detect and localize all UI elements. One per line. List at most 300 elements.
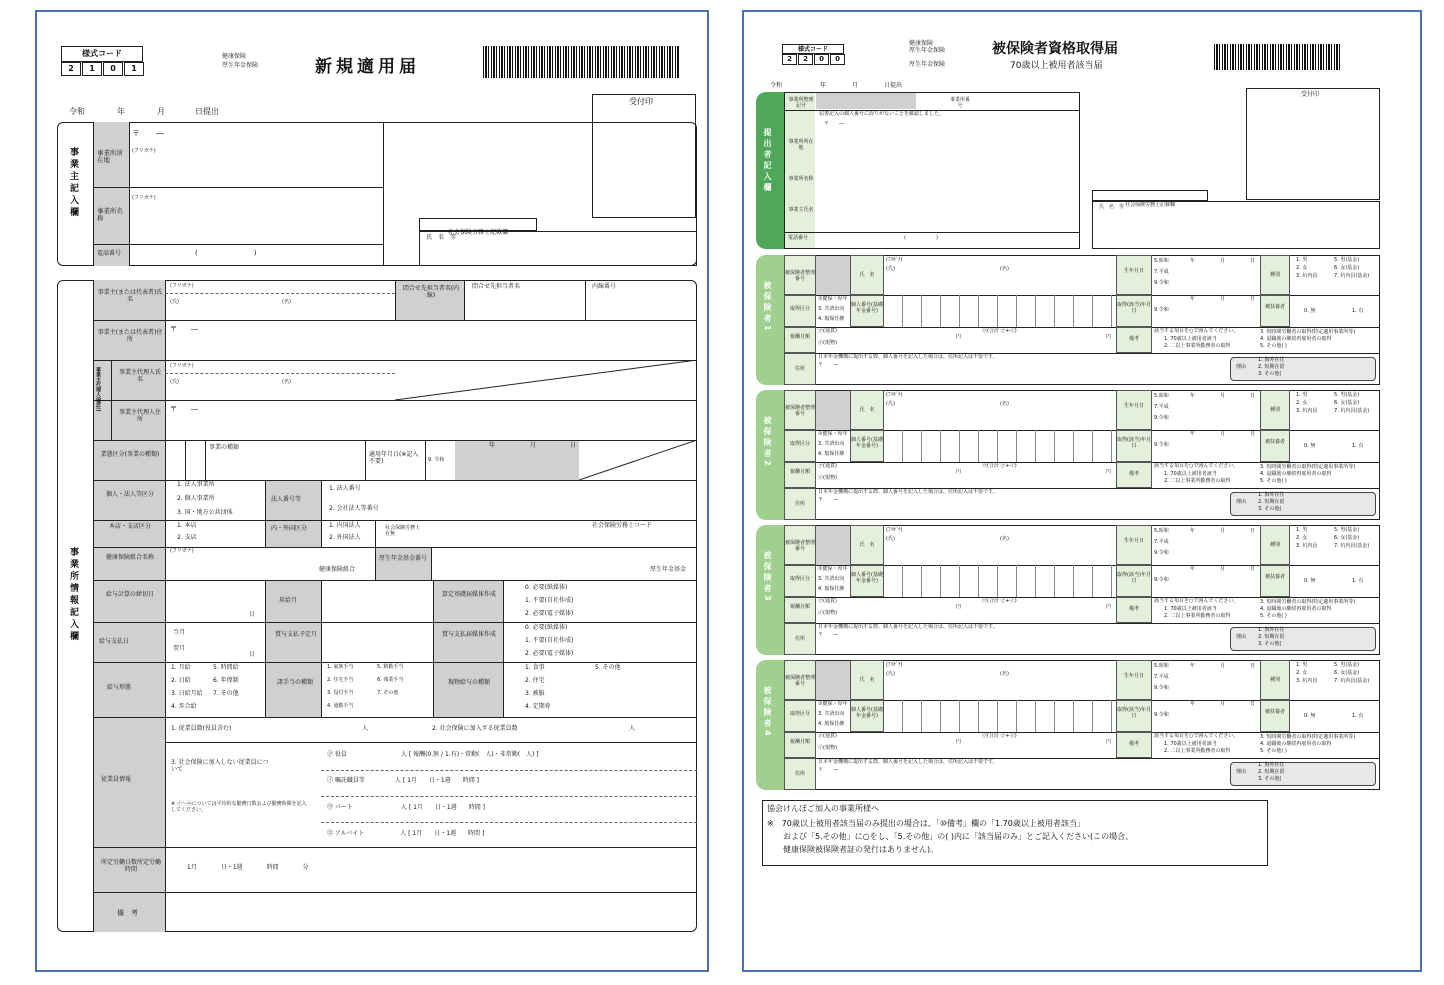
form-code-digit: 2 bbox=[798, 54, 813, 65]
in-kind-option: 3. 被服 bbox=[525, 690, 545, 697]
salary-label: 報酬月額 bbox=[784, 732, 816, 758]
acq-option: ①健保・厚年 bbox=[818, 431, 848, 437]
day-label: 日 bbox=[570, 442, 577, 449]
remarks-note: 該当する項目を○で囲んでください。 bbox=[1154, 463, 1239, 469]
insured-block bbox=[756, 660, 1380, 790]
acq-option: 3. 共済出向 bbox=[818, 441, 845, 447]
pay-form-option: 5. 時間給 bbox=[213, 664, 239, 671]
remarks-option: 1. 70歳以上被用者該当 bbox=[1164, 336, 1217, 342]
office-name-label: 事業所名称 bbox=[97, 207, 123, 223]
yen-mark: 円 bbox=[956, 334, 962, 340]
santei-media-label: 算定基礎届媒体作成 bbox=[441, 591, 496, 598]
gender-option: 1. 男 bbox=[1296, 662, 1308, 668]
gender-option: 3. 坑内員 bbox=[1296, 273, 1318, 279]
gender-option: 3. 坑内員 bbox=[1296, 678, 1318, 684]
media-option: 0. 必要(紙媒体) bbox=[525, 584, 568, 591]
insured-block-label: 被保険者1 bbox=[763, 281, 772, 334]
inquiry-label: 問合せ先担当者名(内線) bbox=[402, 285, 460, 299]
remarks-option: 4. 退職後の継続再雇用者の取得 bbox=[1260, 336, 1332, 342]
phone-label: 電話番号 bbox=[97, 250, 122, 257]
furigana-label: (フリガナ) bbox=[132, 148, 156, 154]
form-code-digit: 2 bbox=[61, 62, 81, 76]
acq-option: 3. 共済出向 bbox=[818, 711, 845, 717]
entity-option: 3. 国・地方公共団体 bbox=[177, 509, 233, 516]
submitter-section-label: 提出者記入欄 bbox=[763, 128, 772, 194]
day-mark: 日 bbox=[249, 611, 256, 618]
remarks-option: 3. 短時間労働者の取得(特定適用事業所等) bbox=[1260, 329, 1356, 335]
remarks-option: 2. 二以上事業所勤務者の取得 bbox=[1164, 478, 1231, 484]
gender-option: 3. 坑内員 bbox=[1296, 408, 1318, 414]
ins-number-label: 被保険者整理番号 bbox=[784, 390, 816, 430]
acq-option: ①健保・厚年 bbox=[818, 296, 848, 302]
year-label: 年 bbox=[489, 442, 496, 449]
given-name-label: (名) bbox=[282, 379, 291, 385]
reason-option: 3. その他( bbox=[1258, 776, 1282, 782]
dependent-label: 被扶養者 bbox=[1260, 430, 1290, 462]
month-label: 月 bbox=[1220, 296, 1226, 302]
ins-name-label: 氏 名 bbox=[850, 255, 884, 295]
acq-type-label: 取得区分 bbox=[784, 565, 816, 597]
pay-day-option: 翌月 bbox=[173, 645, 186, 652]
era-option: 5.昭和 bbox=[1154, 663, 1169, 669]
salary-option: ㋑(現物) bbox=[818, 475, 837, 481]
employee-count-label: 1. 従業員数(役員含む) bbox=[171, 725, 232, 732]
in-kind-label: 現物給与の種類 bbox=[447, 679, 490, 686]
remarks-option: 3. 短時間労働者の取得(特定適用事業所等) bbox=[1260, 734, 1356, 740]
acq-date-label: 取得(該当)年月日 bbox=[1116, 565, 1152, 597]
day-label: 日 bbox=[1250, 663, 1256, 669]
year-label: 年 bbox=[1190, 528, 1196, 534]
era-option: 5.昭和 bbox=[1154, 528, 1169, 534]
surname-label: (氏) bbox=[170, 379, 179, 385]
media-option: 0. 必要(紙媒体) bbox=[525, 624, 568, 631]
day-label: 日 bbox=[1250, 296, 1256, 302]
form-code-digit: 0 bbox=[814, 54, 829, 65]
pay-day-label: 給与支払日 bbox=[99, 638, 130, 645]
allowance-option: 7. その他 bbox=[377, 690, 399, 696]
reason-label: 理由 bbox=[1236, 364, 1247, 370]
raise-month-label: 昇給月 bbox=[279, 597, 298, 604]
given-name-label: (名) bbox=[1000, 401, 1009, 407]
branch-option: 1. 本店 bbox=[177, 522, 197, 529]
year-label: 年 bbox=[1190, 431, 1196, 437]
insured-block-label: 被保険者2 bbox=[763, 416, 772, 469]
insured-block-label: 被保険者4 bbox=[763, 686, 772, 739]
sharoushi-box[interactable] bbox=[1092, 201, 1380, 249]
allowance-option: 3. 役付手当 bbox=[327, 690, 354, 696]
birth-label: 生年月日 bbox=[1116, 255, 1152, 295]
acq-option: 3. 共済出向 bbox=[818, 576, 845, 582]
not-insured-row: ㋓ アルバイト 人 [ 1月 日・1週 時間 ] bbox=[327, 830, 485, 837]
salary-option: ㋐(通貨) bbox=[818, 733, 837, 739]
address-label: 住所 bbox=[784, 758, 816, 790]
allowance-option: 6. 残業手当 bbox=[377, 677, 404, 683]
given-name-label: (名) bbox=[282, 299, 291, 305]
acq-type-label: 取得区分 bbox=[784, 430, 816, 462]
salary-option: ㋐(通貨) bbox=[818, 328, 837, 334]
remarks-label: 備考 bbox=[1116, 462, 1152, 488]
extension-label: 内線番号 bbox=[592, 283, 617, 290]
agent-name-label: 事業主代理人氏名 bbox=[118, 369, 161, 383]
yen-mark: 円 bbox=[1106, 334, 1112, 340]
reason-option: 2. 短期在留 bbox=[1258, 634, 1285, 640]
reiwa-option: 9.令和 bbox=[1154, 307, 1169, 313]
allowance-option: 1. 家族手当 bbox=[327, 664, 354, 670]
acq-date-label: 取得(該当)年月日 bbox=[1116, 295, 1152, 327]
year-label: 年 bbox=[1190, 393, 1196, 399]
in-kind-option: 1. 食事 bbox=[525, 664, 545, 671]
gender-option: 3. 坑内員 bbox=[1296, 543, 1318, 549]
era-option: 9.令和 bbox=[1154, 280, 1169, 286]
employee-info-label: 従業員情報 bbox=[101, 776, 132, 783]
year-label: 年 bbox=[1190, 701, 1196, 707]
dependent-option: 1. 有 bbox=[1352, 308, 1364, 314]
remarks-option: 2. 二以上事業所勤務者の取得 bbox=[1164, 748, 1231, 754]
gender-label: 種別 bbox=[1260, 525, 1290, 565]
reason-label: 理由 bbox=[1236, 769, 1247, 775]
month-label: 月 bbox=[1220, 663, 1226, 669]
postal-mark: 〒 ― bbox=[170, 405, 198, 413]
corp-option: 2. 会社法人等番号 bbox=[329, 505, 379, 512]
pay-day-option: 当月 bbox=[173, 629, 186, 636]
pay-form-option: 7. その他 bbox=[213, 690, 239, 697]
notice-box bbox=[762, 800, 1268, 866]
salary-label: 報酬月額 bbox=[784, 597, 816, 623]
month-label: 月 bbox=[1220, 528, 1226, 534]
insured-count-label: 2. 社会保険に加入する従業員数 bbox=[432, 725, 518, 732]
domestic-option: 1. 内国法人 bbox=[329, 522, 361, 529]
postal-mark: 〒 ― bbox=[818, 767, 839, 773]
work-hours-text: 1月 日・1週 時間 分 bbox=[187, 864, 309, 871]
entity-option: 2. 個人事業所 bbox=[177, 495, 215, 502]
shikaku-shutoku-form bbox=[742, 10, 1422, 972]
reason-option: 1. 海外在住 bbox=[1258, 357, 1285, 363]
remarks-note: 該当する項目を○で囲んでください。 bbox=[1154, 733, 1239, 739]
birth-label: 生年月日 bbox=[1116, 525, 1152, 565]
branch-option: 2. 支店 bbox=[177, 534, 197, 541]
sharoushi-box[interactable] bbox=[419, 231, 697, 266]
office-address-label: 事業所所在地 bbox=[97, 149, 123, 165]
acq-type-label: 取得区分 bbox=[784, 700, 816, 732]
sharoushi-code-label: 社会保険労務士コード bbox=[592, 522, 653, 529]
remarks-option: 1. 70歳以上被用者該当 bbox=[1164, 471, 1217, 477]
furigana-label: (フリガナ) bbox=[170, 548, 194, 554]
acq-date-label: 取得(該当)年月日 bbox=[1116, 700, 1152, 732]
remarks-note: 該当する項目を○で囲んでください。 bbox=[1154, 328, 1239, 334]
form-code-digit: 0 bbox=[830, 54, 845, 65]
form-title: 新規適用届 bbox=[315, 57, 420, 77]
era-option: 7.平成 bbox=[1154, 674, 1169, 680]
era-option: 9.令和 bbox=[1154, 685, 1169, 691]
gender-option: 7. 坑内員(基金) bbox=[1334, 678, 1370, 684]
yen-mark: 円 bbox=[1106, 604, 1112, 610]
dependent-option: 0. 無 bbox=[1304, 713, 1316, 719]
date-month: 月 bbox=[852, 82, 859, 89]
salary-option: ㋒(合計 ㋐+㋑) bbox=[982, 598, 1017, 604]
gender-option: 5. 男(基金) bbox=[1334, 257, 1360, 263]
info-section-label: 事業所情報記入欄 bbox=[68, 547, 78, 643]
address-note: 日本年金機構に提出する際、個人番号を記入した場合は、住所記入は不要です。 bbox=[818, 759, 998, 765]
barcode bbox=[483, 46, 679, 78]
reiwa-option: 9.令和 bbox=[1154, 712, 1169, 718]
era-option: 7.平成 bbox=[1154, 539, 1169, 545]
pay-form-option: 1. 月給 bbox=[171, 664, 191, 671]
form-title: 被保険者資格取得届 bbox=[992, 41, 1118, 57]
remarks-field[interactable] bbox=[166, 893, 696, 931]
reason-option: 1. 海外在住 bbox=[1258, 492, 1285, 498]
sharoushi-flag-label: 社会保険労務士有無 bbox=[385, 525, 421, 537]
allowance-option: 2. 住宅手当 bbox=[327, 677, 354, 683]
diagonal-line bbox=[395, 360, 697, 400]
remarks-option: 3. 短時間労働者の取得(特定適用事業所等) bbox=[1260, 464, 1356, 470]
owner-address-label: 事業主(または代表者)住所 bbox=[97, 329, 163, 343]
birth-label: 生年月日 bbox=[1116, 660, 1152, 700]
furigana-label: (フリガナ) bbox=[132, 195, 156, 201]
dependent-option: 1. 有 bbox=[1352, 578, 1364, 584]
year-label: 年 bbox=[1190, 663, 1196, 669]
month-label: 月 bbox=[1220, 566, 1226, 572]
not-insured-row: ㋒ パート 人 [ 1月 日・1週 時間 ] bbox=[327, 804, 485, 811]
remarks-option: 4. 退職後の継続再雇用者の取得 bbox=[1260, 741, 1332, 747]
remarks-option: 4. 退職後の継続再雇用者の取得 bbox=[1260, 471, 1332, 477]
form-code-digit: 0 bbox=[103, 62, 123, 76]
yen-mark: 円 bbox=[956, 469, 962, 475]
pay-form-option: 4. 歩合給 bbox=[171, 703, 197, 710]
furigana-label: (フリガナ) bbox=[170, 363, 194, 369]
dependent-label: 被扶養者 bbox=[1260, 295, 1290, 327]
not-insured-row: ㋐ 役員 人 [ 報酬(0.無 / 1.有)・常勤( 人)・非常勤( 人) ] bbox=[327, 751, 539, 758]
gender-option: 6. 女(基金) bbox=[1334, 535, 1360, 541]
gender-label: 種別 bbox=[1260, 660, 1290, 700]
my-number-label: 個人番号(基礎年金番号) bbox=[850, 700, 884, 732]
agent-address-label: 事業主代理人住所 bbox=[118, 409, 161, 423]
gender-option: 6. 女(基金) bbox=[1334, 670, 1360, 676]
address-note: 日本年金機構に提出する際、個人番号を記入した場合は、住所記入は不要です。 bbox=[818, 489, 998, 495]
gender-label: 種別 bbox=[1260, 255, 1290, 295]
kana-label: (ﾌﾘｶﾞﾅ) bbox=[886, 662, 903, 668]
pay-form-option: 6. 年俸制 bbox=[213, 677, 239, 684]
year-label: 年 bbox=[1190, 296, 1196, 302]
ins-number-label: 被保険者整理番号 bbox=[784, 525, 816, 565]
reason-option: 3. その他( bbox=[1258, 641, 1282, 647]
acq-option: ①健保・厚年 bbox=[818, 701, 848, 707]
kenpo-union-suffix: 健康保険組合 bbox=[319, 566, 356, 573]
gender-label: 種別 bbox=[1260, 390, 1290, 430]
phone-paren: ( ) bbox=[904, 235, 938, 241]
acq-option: 4. 船保任継 bbox=[818, 316, 845, 322]
corp-option: 1. 法人番号 bbox=[329, 485, 361, 492]
allowances-label: 諸手当の種類 bbox=[276, 679, 313, 686]
yen-mark: 円 bbox=[956, 739, 962, 745]
apply-date-label: 適用年月日(※記入不要) bbox=[369, 451, 419, 465]
salary-option: ㋒(合計 ㋐+㋑) bbox=[982, 328, 1017, 334]
kana-label: (ﾌﾘｶﾞﾅ) bbox=[886, 527, 903, 533]
branch-type-label: 本店・支店区分 bbox=[108, 523, 151, 530]
reason-option: 2. 短期在留 bbox=[1258, 364, 1285, 370]
postal-mark: 〒 ― bbox=[170, 325, 198, 333]
acq-option: 4. 船保任継 bbox=[818, 721, 845, 727]
year-label: 年 bbox=[1190, 258, 1196, 264]
surname-label: (氏) bbox=[886, 536, 895, 542]
remarks-option: 5. その他( ) bbox=[1260, 478, 1287, 484]
office-address-label: 事業所所在地 bbox=[788, 139, 814, 151]
phone-paren: ( ) bbox=[195, 249, 257, 257]
kana-label: (ﾌﾘｶﾞﾅ) bbox=[886, 392, 903, 398]
era-option: 5.昭和 bbox=[1154, 393, 1169, 399]
reiwa-prefix: 9. 令和 bbox=[428, 457, 445, 463]
gender-option: 1. 男 bbox=[1296, 392, 1308, 398]
day-mark: 日 bbox=[249, 651, 256, 658]
remarks-option: 5. その他( ) bbox=[1260, 613, 1287, 619]
address-note: 日本年金機構に提出する際、個人番号を記入した場合は、住所記入は不要です。 bbox=[818, 624, 998, 630]
form-code-digit: 1 bbox=[124, 62, 144, 76]
month-label: 月 bbox=[1220, 393, 1226, 399]
salary-option: ㋐(通貨) bbox=[818, 598, 837, 604]
media-option: 1. 不要(自社作成) bbox=[525, 597, 574, 604]
remarks-option: 1. 70歳以上被用者該当 bbox=[1164, 741, 1217, 747]
given-name-label: (名) bbox=[1000, 536, 1009, 542]
remarks-option: 1. 70歳以上被用者該当 bbox=[1164, 606, 1217, 612]
date-day: 日提出 bbox=[195, 107, 219, 116]
person-unit: 人 bbox=[362, 725, 369, 732]
diagonal-line bbox=[579, 440, 697, 480]
media-option: 2. 必要(電子媒体) bbox=[525, 610, 574, 617]
reiwa-option: 9.令和 bbox=[1154, 577, 1169, 583]
gender-option: 2. 女 bbox=[1296, 535, 1308, 541]
insurance-label: 健康保険 bbox=[222, 53, 247, 60]
business-type-label: 業態区分(事業の種類) bbox=[100, 451, 160, 458]
surname-label: (氏) bbox=[886, 401, 895, 407]
remarks-option: 2. 二以上事業所勤務者の取得 bbox=[1164, 343, 1231, 349]
remarks-option: 3. 短時間労働者の取得(特定適用事業所等) bbox=[1260, 599, 1356, 605]
insured-block bbox=[756, 525, 1380, 655]
dependent-option: 1. 有 bbox=[1352, 713, 1364, 719]
gender-option: 1. 男 bbox=[1296, 257, 1308, 263]
date-era: 令和 bbox=[69, 107, 85, 116]
remarks-option: 4. 退職後の継続再雇用者の取得 bbox=[1260, 606, 1332, 612]
dependent-option: 0. 無 bbox=[1304, 443, 1316, 449]
notice-title: 協会けんぽご加入の事業所様へ bbox=[767, 804, 879, 813]
reason-option: 2. 短期在留 bbox=[1258, 769, 1285, 775]
form-code-digit: 1 bbox=[82, 62, 102, 76]
receipt-stamp-label: 受付印 bbox=[629, 97, 653, 106]
name-label: 氏 名 等 bbox=[426, 234, 457, 241]
salary-option: ㋒(合計 ㋐+㋑) bbox=[982, 463, 1017, 469]
reiwa-option: 9.令和 bbox=[1154, 442, 1169, 448]
ins-number-label: 被保険者整理番号 bbox=[784, 660, 816, 700]
receipt-stamp-box bbox=[1246, 88, 1380, 200]
phone-label: 電話番号 bbox=[788, 235, 809, 241]
era-option: 7.平成 bbox=[1154, 269, 1169, 275]
month-label: 月 bbox=[1220, 701, 1226, 707]
name-label: 氏 名 等 bbox=[1099, 204, 1125, 210]
birth-label: 生年月日 bbox=[1116, 390, 1152, 430]
yen-mark: 円 bbox=[1106, 739, 1112, 745]
gender-option: 7. 坑内員(基金) bbox=[1334, 408, 1370, 414]
reason-option: 3. その他( bbox=[1258, 506, 1282, 512]
day-label: 日 bbox=[1250, 258, 1256, 264]
reason-label: 理由 bbox=[1236, 499, 1247, 505]
date-year: 年 bbox=[117, 107, 125, 116]
work-hours-label: 所定労働日数所定労働時間 bbox=[100, 859, 161, 873]
insurance-label: 健康保険 bbox=[909, 40, 934, 47]
allowance-option: 5. 精勤手当 bbox=[377, 664, 404, 670]
dependent-label: 被扶養者 bbox=[1260, 700, 1290, 732]
in-kind-option: 4. 定期券 bbox=[525, 703, 551, 710]
month-label: 月 bbox=[1220, 431, 1226, 437]
owner-name-label: 事業主氏名 bbox=[788, 207, 814, 213]
day-label: 日 bbox=[1250, 701, 1256, 707]
salary-label: 報酬月額 bbox=[784, 462, 816, 488]
in-kind-option: 5. その他 bbox=[595, 664, 621, 671]
bonus-month-label: 賞与支払予定月 bbox=[274, 631, 317, 638]
employer-section-label: 事業主記入欄 bbox=[68, 147, 78, 219]
gender-option: 7. 坑内員(基金) bbox=[1334, 273, 1370, 279]
gender-option: 5. 男(基金) bbox=[1334, 662, 1360, 668]
owner-name-label: 事業主(または代表者)氏名 bbox=[97, 289, 163, 303]
salary-option: ㋒(合計 ㋐+㋑) bbox=[982, 733, 1017, 739]
insurance-label: 厚生年金保険 bbox=[909, 47, 946, 54]
form-code-label: 様式コード bbox=[782, 44, 844, 54]
notice-line: ※ 70歳以上被用者該当届のみ提出の場合は、「⑩備考」欄の「1.70歳以上被用者該当」 bbox=[767, 819, 1085, 828]
month-label: 月 bbox=[1220, 258, 1226, 264]
given-name-label: (名) bbox=[1000, 266, 1009, 272]
postal-mark: 〒 ― bbox=[824, 121, 845, 127]
media-option: 1. 不要(自社作成) bbox=[525, 637, 574, 644]
salary-option: ㋑(現物) bbox=[818, 745, 837, 751]
shinki-tekiyo-form bbox=[35, 10, 709, 972]
allowance-option: 4. 通勤手当 bbox=[327, 703, 354, 709]
gender-option: 6. 女(基金) bbox=[1334, 265, 1360, 271]
gender-option: 5. 男(基金) bbox=[1334, 527, 1360, 533]
dependent-option: 0. 無 bbox=[1304, 308, 1316, 314]
insurance-label: 厚生年金保険 bbox=[909, 61, 946, 68]
media-option: 2. 必要(電子媒体) bbox=[525, 650, 574, 657]
remarks-option: 5. その他( ) bbox=[1260, 748, 1287, 754]
reason-option: 3. その他( bbox=[1258, 371, 1282, 377]
given-name-label: (名) bbox=[1000, 671, 1009, 677]
surname-label: (氏) bbox=[886, 266, 895, 272]
reason-option: 1. 海外在住 bbox=[1258, 762, 1285, 768]
notice-line: および「5.その他」に○をし、「5.その他」の( )内に「該当届のみ」とご記入ください(この場合、 bbox=[767, 832, 1134, 841]
acq-type-label: 取得区分 bbox=[784, 295, 816, 327]
day-label: 日 bbox=[1250, 566, 1256, 572]
day-label: 日 bbox=[1250, 528, 1256, 534]
form-code-digit: 2 bbox=[782, 54, 797, 65]
acq-date-label: 取得(該当)年月日 bbox=[1116, 430, 1152, 462]
reason-option: 2. 短期在留 bbox=[1258, 499, 1285, 505]
form-code-label: 様式コード bbox=[61, 46, 143, 62]
salary-option: ㋑(現物) bbox=[818, 610, 837, 616]
entity-type-label: 個人・法人等区分 bbox=[105, 491, 154, 498]
pay-form-option: 2. 日給 bbox=[171, 677, 191, 684]
remarks-label: 備考 bbox=[1116, 327, 1152, 353]
sharoushi-title: 社会保険労務士記載欄 bbox=[419, 218, 537, 231]
avg-note: ※ ㋑〜㋓については平均的な勤務日数および勤務時間を記入してください。 bbox=[171, 801, 307, 813]
not-insured-label: 3. 社会保険に加入しない従業員について bbox=[171, 759, 269, 773]
acq-option: 3. 共済出向 bbox=[818, 306, 845, 312]
domestic-type-label: 内・外国区分 bbox=[271, 525, 308, 532]
address-note: 日本年金機構に提出する際、個人番号を記入した場合は、住所記入は不要です。 bbox=[818, 354, 998, 360]
domestic-option: 2. 外国法人 bbox=[329, 534, 361, 541]
remarks-label: 備 考 bbox=[117, 909, 138, 917]
person-unit: 人 bbox=[629, 725, 636, 732]
insured-block bbox=[756, 255, 1380, 385]
address-label: 住所 bbox=[784, 488, 816, 520]
salary-option: ㋑(現物) bbox=[818, 340, 837, 346]
dependent-option: 0. 無 bbox=[1304, 578, 1316, 584]
day-label: 日 bbox=[1250, 431, 1256, 437]
